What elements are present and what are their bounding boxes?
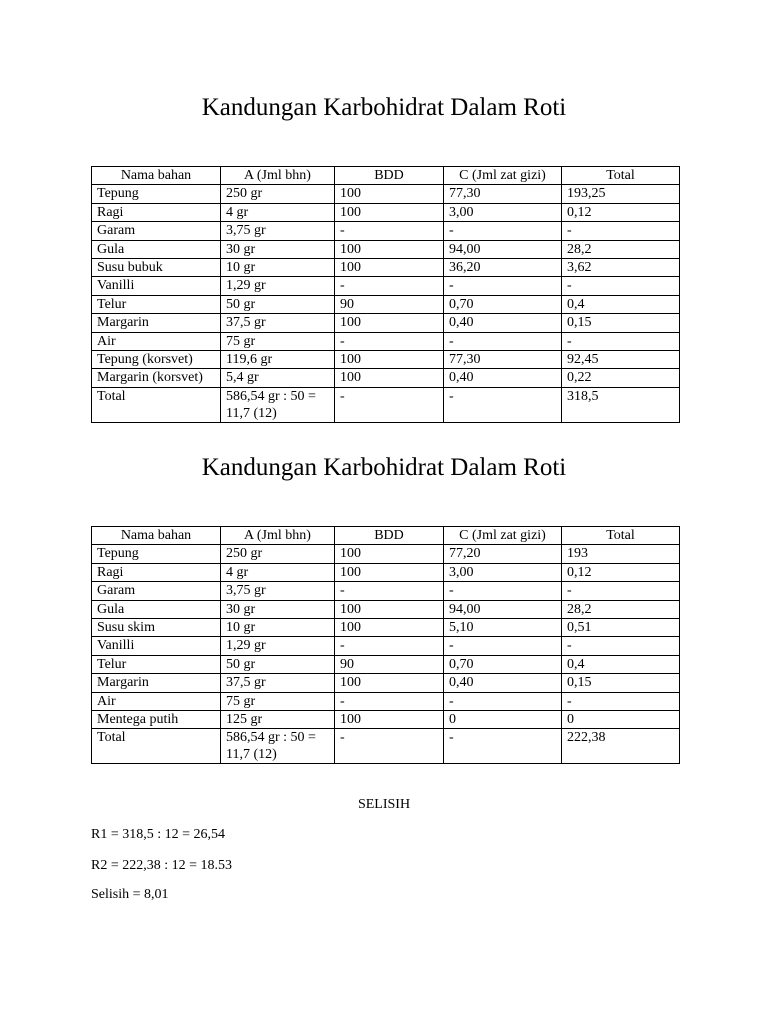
table-cell: Tepung [92, 185, 221, 203]
table-cell: - [335, 582, 444, 600]
table-row [92, 692, 680, 710]
table2-header-total: Total [562, 527, 680, 545]
table1-body [92, 185, 680, 422]
table-row [92, 185, 680, 203]
table-cell: - [335, 637, 444, 655]
table-cell: 0,40 [444, 674, 562, 692]
table1-header-jml-zat-gizi: C (Jml zat gizi) [444, 167, 562, 185]
table-cell: - [444, 729, 562, 764]
table-row [92, 332, 680, 350]
table-cell: - [335, 387, 444, 422]
table-cell: 586,54 gr : 50 = 11,7 (12) [221, 729, 335, 764]
table-cell: - [444, 277, 562, 295]
table-cell: Total [92, 729, 221, 764]
table-cell: 77,30 [444, 350, 562, 368]
table-cell: Telur [92, 655, 221, 673]
table-cell: - [444, 332, 562, 350]
table-cell: Tepung (korsvet) [92, 350, 221, 368]
table-cell: 318,5 [562, 387, 680, 422]
table-row [92, 618, 680, 636]
table-row [92, 277, 680, 295]
table1-header-jml-bhn: A (Jml bhn) [221, 167, 335, 185]
table-row [92, 295, 680, 313]
table-cell: 100 [335, 314, 444, 332]
table-cell: 3,75 gr [221, 582, 335, 600]
table-cell: 3,00 [444, 563, 562, 581]
table-cell: 100 [335, 710, 444, 728]
table-cell: 4 gr [221, 203, 335, 221]
table-row [92, 314, 680, 332]
table-cell: Margarin [92, 314, 221, 332]
table2-header-jml-zat-gizi: C (Jml zat gizi) [444, 527, 562, 545]
table-cell: 30 gr [221, 240, 335, 258]
table-cell: 77,20 [444, 545, 562, 563]
table-row [92, 369, 680, 387]
table-row [92, 240, 680, 258]
table-cell: 125 gr [221, 710, 335, 728]
table-cell: Ragi [92, 203, 221, 221]
table-cell: - [562, 637, 680, 655]
table-row [92, 674, 680, 692]
table-row [92, 258, 680, 276]
table2 [91, 526, 680, 764]
selisih-result: Selisih = 8,01 [91, 887, 169, 902]
table-cell: 28,2 [562, 600, 680, 618]
table-cell: 4 gr [221, 563, 335, 581]
table-row [92, 655, 680, 673]
table-row [92, 203, 680, 221]
table-cell: 250 gr [221, 545, 335, 563]
table-cell: 0,40 [444, 369, 562, 387]
table-cell: 50 gr [221, 295, 335, 313]
table-cell: Ragi [92, 563, 221, 581]
table-row [92, 582, 680, 600]
table-cell: 0,51 [562, 618, 680, 636]
table-cell: - [335, 332, 444, 350]
table-cell: Gula [92, 240, 221, 258]
table-row [92, 222, 680, 240]
table-cell: Susu skim [92, 618, 221, 636]
table-cell: 75 gr [221, 692, 335, 710]
table-cell: - [335, 277, 444, 295]
table-cell: - [335, 692, 444, 710]
table-cell: 100 [335, 600, 444, 618]
table-row [92, 710, 680, 728]
table-cell: - [562, 222, 680, 240]
selisih-heading: SELISIH [357, 797, 411, 812]
table-cell: - [444, 222, 562, 240]
table-cell: Vanilli [92, 637, 221, 655]
table-cell: 250 gr [221, 185, 335, 203]
table2-header-row [92, 527, 680, 545]
table-row [92, 600, 680, 618]
table-cell: 100 [335, 674, 444, 692]
table-cell: Margarin (korsvet) [92, 369, 221, 387]
table-cell: 100 [335, 258, 444, 276]
table-cell: 50 gr [221, 655, 335, 673]
table-cell: Garam [92, 582, 221, 600]
table-cell: 100 [335, 545, 444, 563]
table2-header-bdd: BDD [335, 527, 444, 545]
table-row [92, 563, 680, 581]
table-cell: - [444, 582, 562, 600]
table-cell: 0,40 [444, 314, 562, 332]
table-cell: 0,15 [562, 314, 680, 332]
table-cell: 75 gr [221, 332, 335, 350]
table-cell: 0 [562, 710, 680, 728]
table-cell: Vanilli [92, 277, 221, 295]
table-cell: - [562, 332, 680, 350]
table-cell: Gula [92, 600, 221, 618]
table1-header-row [92, 167, 680, 185]
table-cell: 10 gr [221, 258, 335, 276]
table-row [92, 545, 680, 563]
table2-title: Kandungan Karbohidrat Dalam Roti [201, 454, 567, 481]
table-cell: 100 [335, 618, 444, 636]
table-cell: Susu bubuk [92, 258, 221, 276]
table-cell: - [562, 692, 680, 710]
table-cell: 77,30 [444, 185, 562, 203]
table-cell: 30 gr [221, 600, 335, 618]
table-cell: 100 [335, 185, 444, 203]
table-cell: 94,00 [444, 240, 562, 258]
table-row [92, 350, 680, 368]
table-cell: 3,00 [444, 203, 562, 221]
table-cell: 100 [335, 240, 444, 258]
table-cell: 0,70 [444, 295, 562, 313]
table-cell: 10 gr [221, 618, 335, 636]
table-row [92, 729, 680, 764]
table1 [91, 166, 680, 423]
table-cell: Tepung [92, 545, 221, 563]
table-cell: - [335, 729, 444, 764]
table-cell: Air [92, 692, 221, 710]
table-cell: - [562, 277, 680, 295]
table-cell: 94,00 [444, 600, 562, 618]
table2-body [92, 545, 680, 764]
table-row [92, 387, 680, 422]
table-cell: 119,6 gr [221, 350, 335, 368]
table-cell: 37,5 gr [221, 314, 335, 332]
table-cell: 100 [335, 563, 444, 581]
table-cell: 100 [335, 350, 444, 368]
table-cell: 0 [444, 710, 562, 728]
table-cell: 222,38 [562, 729, 680, 764]
table-cell: 36,20 [444, 258, 562, 276]
table-cell: - [335, 222, 444, 240]
table1-title: Kandungan Karbohidrat Dalam Roti [201, 94, 567, 121]
table-cell: 5,4 gr [221, 369, 335, 387]
table-cell: 5,10 [444, 618, 562, 636]
table-cell: - [444, 692, 562, 710]
table-cell: 0,22 [562, 369, 680, 387]
r2-calculation: R2 = 222,38 : 12 = 18.53 [91, 858, 233, 873]
table-cell: 100 [335, 369, 444, 387]
r1-calculation: R1 = 318,5 : 12 = 26,54 [91, 827, 226, 842]
table-cell: - [444, 637, 562, 655]
table-cell: 193,25 [562, 185, 680, 203]
table-cell: Margarin [92, 674, 221, 692]
table-cell: 0,4 [562, 295, 680, 313]
table2-header-jml-bhn: A (Jml bhn) [221, 527, 335, 545]
table-cell: - [444, 387, 562, 422]
table-cell: 3,75 gr [221, 222, 335, 240]
table-cell: Telur [92, 295, 221, 313]
table-cell: - [562, 582, 680, 600]
table-cell: 193 [562, 545, 680, 563]
table-cell: 0,4 [562, 655, 680, 673]
table2-header-nama-bahan: Nama bahan [92, 527, 221, 545]
table-cell: 37,5 gr [221, 674, 335, 692]
table-cell: Mentega putih [92, 710, 221, 728]
table1-header-bdd: BDD [335, 167, 444, 185]
table-cell: Total [92, 387, 221, 422]
table-cell: 0,70 [444, 655, 562, 673]
table-cell: 0,15 [562, 674, 680, 692]
table-cell: 0,12 [562, 203, 680, 221]
table-cell: 90 [335, 295, 444, 313]
table-cell: 0,12 [562, 563, 680, 581]
table-cell: 1,29 gr [221, 637, 335, 655]
table-cell: 90 [335, 655, 444, 673]
table-cell: Garam [92, 222, 221, 240]
table-cell: 3,62 [562, 258, 680, 276]
table-cell: 586,54 gr : 50 = 11,7 (12) [221, 387, 335, 422]
table-cell: 92,45 [562, 350, 680, 368]
table-cell: 28,2 [562, 240, 680, 258]
table-cell: Air [92, 332, 221, 350]
table-cell: 100 [335, 203, 444, 221]
table-cell: 1,29 gr [221, 277, 335, 295]
table1-header-nama-bahan: Nama bahan [92, 167, 221, 185]
table-row [92, 637, 680, 655]
table1-header-total: Total [562, 167, 680, 185]
